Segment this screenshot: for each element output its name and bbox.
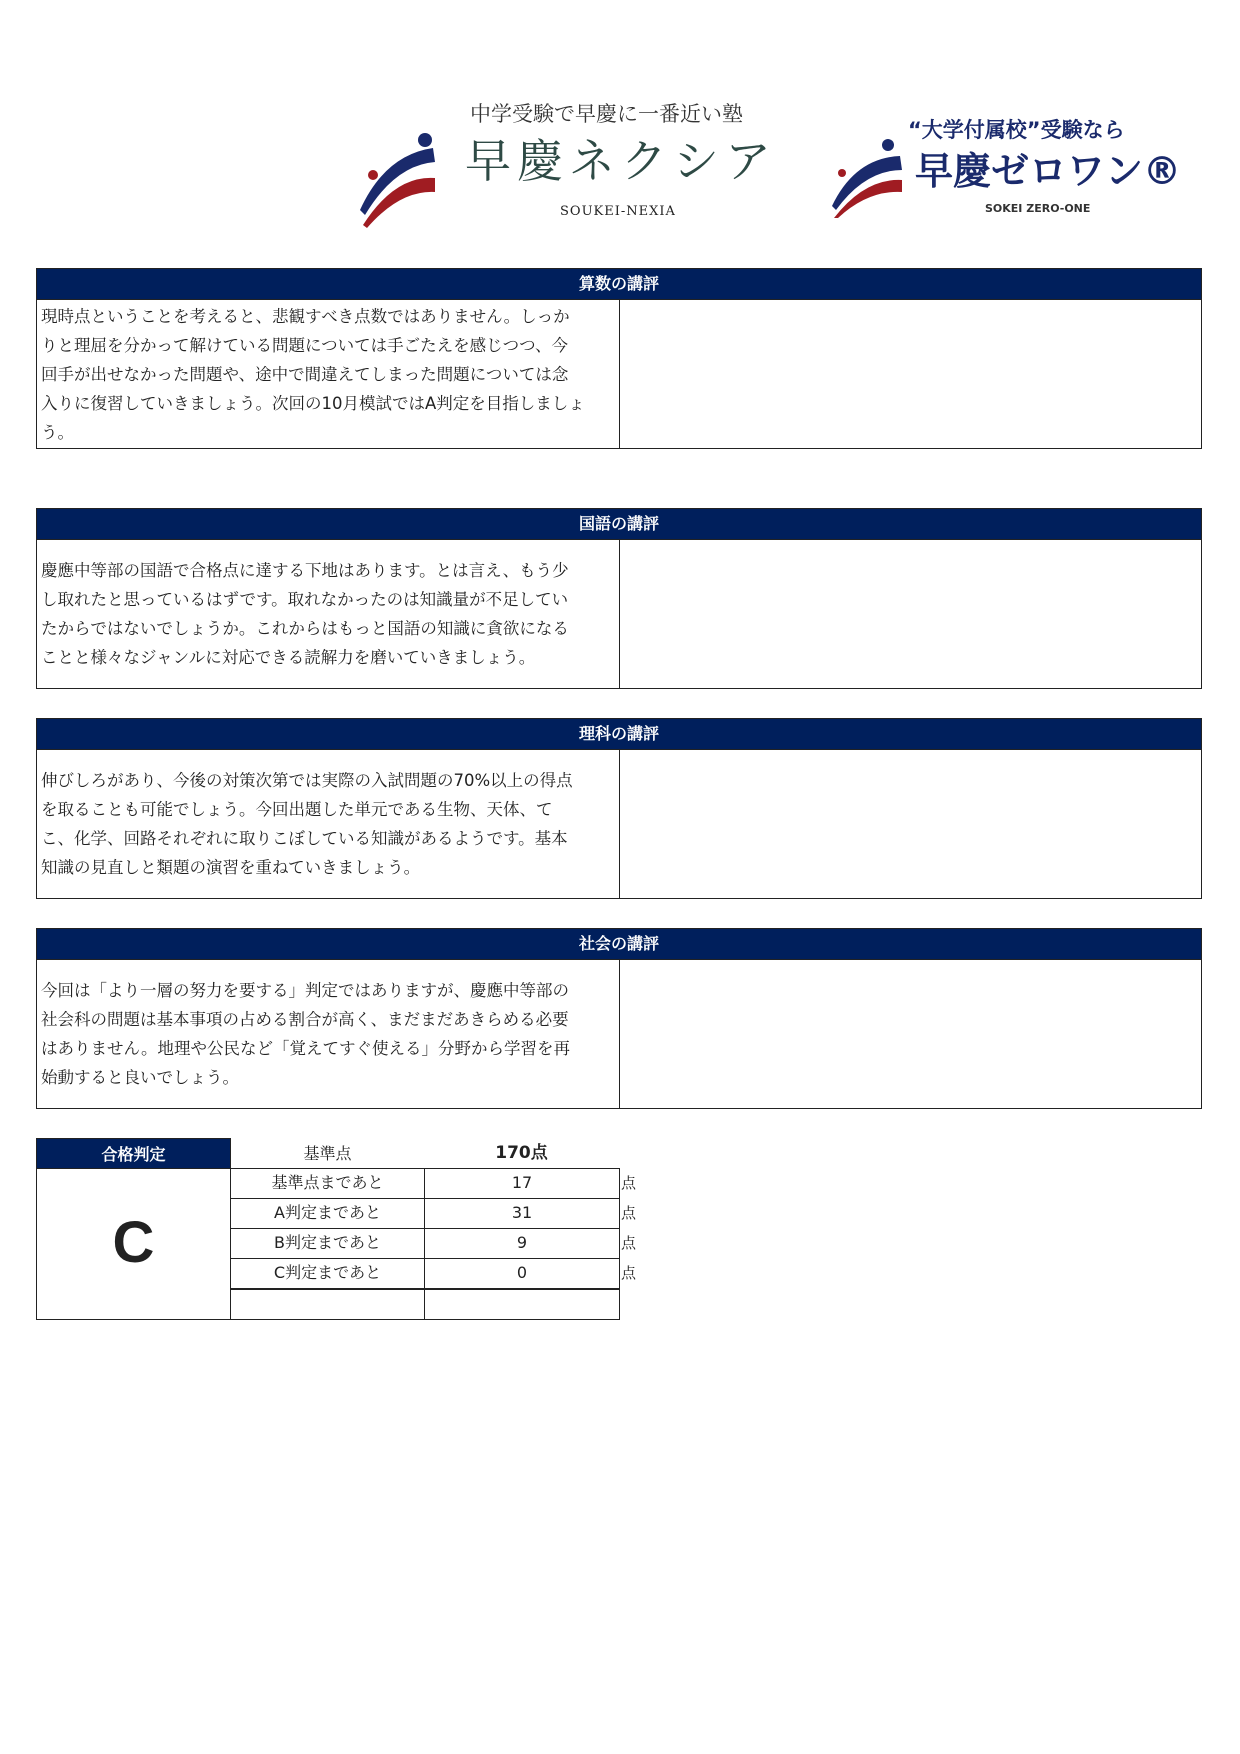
review-line: 始動すると良いでしょう。 — [41, 1067, 239, 1087]
review-line: 回手が出せなかった問題や、途中で間違えてしまった問題については念 — [41, 365, 569, 384]
sokei-zeroone-logo — [830, 118, 1200, 218]
review-text — [37, 960, 620, 1108]
review-line: 入りに復習していきましょう。次回の10月模試ではA判定を目指しましょ — [41, 394, 585, 413]
zeroone-tagline: “大学付属校”受験なら — [908, 118, 1125, 142]
review-line: し取れたと思っているはずです。取れなかったのは知識量が不足してい — [41, 589, 569, 609]
base-score-value: 170点 — [495, 1143, 548, 1163]
math-review — [36, 268, 1202, 449]
row-unit: 点 — [621, 1234, 637, 1252]
row-unit: 点 — [621, 1204, 637, 1222]
row-label: A判定まであと — [230, 1198, 425, 1229]
empty-cell — [230, 1289, 425, 1320]
row-unit: 点 — [621, 1174, 637, 1192]
zeroone-figure-icon — [830, 118, 910, 218]
review-line: たからではないでしょうか。これからはもっと国語の知識に貪欲になる — [41, 618, 569, 638]
nexia-name: 早慶ネクシア — [465, 134, 777, 188]
section-title: 理科の講評 — [37, 719, 1201, 750]
review-line: 慶應中等部の国語で合格点に達する下地はあります。とは言え、もう少 — [41, 560, 569, 580]
row-unit: 点 — [621, 1264, 637, 1282]
review-line: ことと様々なジャンルに対応できる読解力を磨いていきましょう。 — [41, 647, 536, 667]
review-text — [37, 750, 620, 898]
review-line: こ、化学、回路それぞれに取りこぼしている知識があるようです。基本 — [41, 828, 568, 848]
section-title: 社会の講評 — [37, 929, 1201, 960]
base-score-label: 基準点 — [303, 1144, 352, 1163]
review-line: 社会科の問題は基本事項の占める割合が高く、まだまだあきらめる必要 — [41, 1009, 569, 1029]
judgement-grade: C — [36, 1168, 231, 1320]
zeroone-name: 早慶ゼロワン® — [915, 149, 1182, 193]
review-text — [37, 300, 620, 448]
section-title: 国語の講評 — [37, 509, 1201, 540]
review-line: を取ることも可能でしょう。今回出題した単元である生物、天体、て — [41, 799, 553, 819]
social-review — [36, 928, 1202, 1109]
row-value: 17 — [424, 1168, 620, 1199]
review-line: う。 — [41, 423, 74, 442]
row-value: 0 — [424, 1258, 620, 1289]
japanese-review — [36, 508, 1202, 689]
review-line: 現時点ということを考えると、悲観すべき点数ではありません。しっか — [41, 307, 570, 326]
nexia-roman: SOUKEI-NEXIA — [560, 204, 676, 219]
review-text — [37, 540, 620, 688]
row-value: 9 — [424, 1228, 620, 1259]
review-line: はありません。地理や公民など「覚えてすぐ使える」分野から学習を再 — [41, 1038, 570, 1058]
review-line: 伸びしろがあり、今後の対策次第では実際の入試問題の70%以上の得点 — [41, 770, 573, 790]
row-label: 基準点まであと — [230, 1168, 425, 1199]
judgement-header: 合格判定 — [36, 1138, 231, 1169]
nexia-tagline: 中学受験で早慶に一番近い塾 — [470, 102, 743, 126]
review-line: りと理屈を分かって解けている問題については手ごたえを感じつつ、今 — [41, 336, 569, 355]
soukei-nexia-logo — [355, 100, 795, 230]
section-title: 算数の講評 — [37, 269, 1201, 300]
review-line: 知識の見直しと類題の演習を重ねていきましょう。 — [41, 857, 421, 877]
science-review — [36, 718, 1202, 899]
row-value: 31 — [424, 1198, 620, 1229]
zeroone-roman: SOKEI ZERO-ONE — [985, 202, 1091, 215]
row-label: C判定まであと — [230, 1258, 425, 1289]
review-line: 今回は「より一層の努力を要する」判定ではありますが、慶應中等部の — [41, 980, 569, 1000]
empty-cell — [424, 1289, 620, 1320]
row-label: B判定まであと — [230, 1228, 425, 1259]
